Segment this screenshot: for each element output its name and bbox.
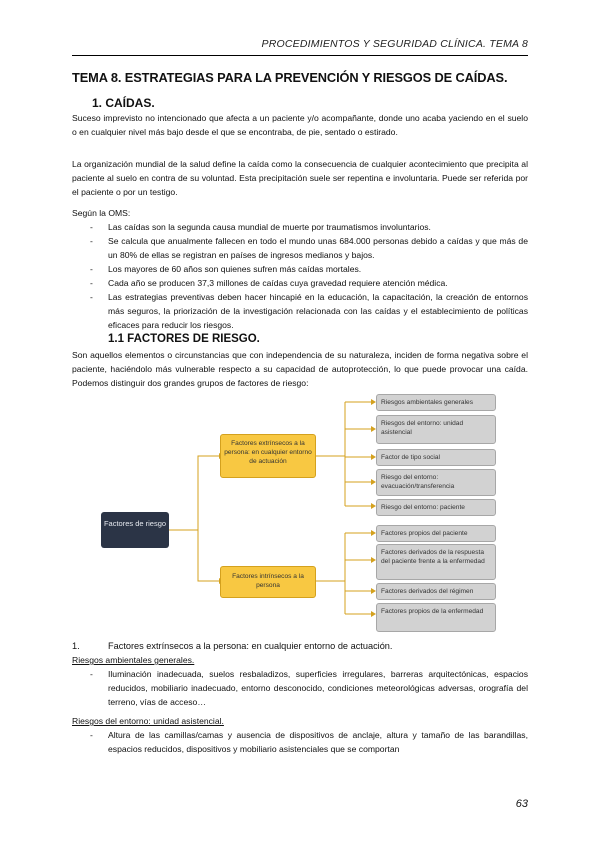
list-item: - Las caídas son la segunda causa mundial de muerte por traumatismos involuntarios. bbox=[90, 220, 528, 234]
paragraph-oms-definition: La organización mundial de la salud define la caída como la consecuencia de cualquier acontecimiento que precipita al paciente al suelo en contra de su voluntad. Esta precipitación suele ser repentina e involuntaria. Puede ser referida por el paciente o por un testigo. bbox=[72, 159, 528, 197]
diagram-leaf-box: Factor de tipo social bbox=[376, 449, 496, 466]
subheading-riesgos-ambientales: Riesgos ambientales generales. bbox=[72, 655, 195, 665]
diagram-leaf-box: Riesgo del entorno: paciente bbox=[376, 499, 496, 516]
diagram-leaf-box: Riesgo del entorno: evacuación/transferencia bbox=[376, 469, 496, 496]
riesgos-entorno-list bbox=[90, 728, 528, 756]
list-item: - Cada año se producen 37,3 millones de caídas cuya gravedad requiere atención médica. bbox=[90, 276, 528, 290]
diagram-leaf-box: Factores derivados de la respuesta del paciente frente a la enfermedad bbox=[376, 544, 496, 580]
section-heading-caidas: 1. CAÍDAS. bbox=[92, 96, 155, 110]
paragraph-definition: Suceso imprevisto no intencionado que afecta a un paciente y/o acompañante, donde uno acaba yaciendo en el suelo o en cualquier nivel más bajo desde el que se encontraba, de pie, sentado o estirado. bbox=[72, 113, 528, 137]
page-number: 63 bbox=[515, 798, 528, 810]
diagram-leaf-box: Factores derivados del régimen bbox=[376, 583, 496, 600]
running-header: PROCEDIMIENTOS Y SEGURIDAD CLÍNICA. TEMA 8 bbox=[261, 38, 528, 50]
diagram-leaf-box: Riesgos ambientales generales bbox=[376, 394, 496, 411]
diagram-intrinsic-box: Factores intrínsecos a la persona bbox=[220, 566, 316, 598]
oms-label: Según la OMS: bbox=[72, 208, 131, 218]
riesgos-ambientales-list bbox=[90, 667, 528, 709]
page-title: TEMA 8. ESTRATEGIAS PARA LA PREVENCIÓN Y RIESGOS DE CAÍDAS. bbox=[72, 70, 508, 85]
list-number: 1. bbox=[72, 641, 80, 651]
list-item: - Las estrategias preventivas deben hacer hincapié en la educación, la capacitación, la creación de entornos más seguros, la priorización de la investigación relacionada con las caídas y el establecimiento de políticas eficaces para reducir los riesgos. bbox=[90, 290, 528, 332]
section-heading-factores: 1.1 FACTORES DE RIESGO. bbox=[108, 333, 260, 345]
header-divider bbox=[72, 55, 528, 56]
diagram-extrinsic-box: Factores extrínsecos a la persona: en cualquier entorno de actuación bbox=[220, 434, 316, 478]
paragraph-factores: Son aquellos elementos o circunstancias que con independencia de su naturaleza, inciden de forma negativa sobre el paciente, haciéndolo más vulnerable respecto a su capacidad de autoprotección, lo que puede provocar una caída. Podemos distinguir dos grandes grupos de factores de riesgo: bbox=[72, 350, 528, 388]
list-item: - Se calcula que anualmente fallecen en todo el mundo unas 684.000 personas debido a caídas y que más de un 80% de ellas se registran en países de ingresos medianos y bajos. bbox=[90, 234, 528, 262]
diagram-leaf-box: Factores propios del paciente bbox=[376, 525, 496, 542]
list-item: - Iluminación inadecuada, suelos resbaladizos, superficies irregulares, barreras arquitectónicas, espacios reducidos, mobiliario inadecuado, entorno desconocido, condiciones meteorológicas adversas, orografía del terreno, vías de acceso… bbox=[90, 667, 528, 709]
list-heading: Factores extrínsecos a la persona: en cualquier entorno de actuación. bbox=[108, 641, 393, 651]
list-item: - Altura de las camillas/camas y ausencia de dispositivos de anclaje, altura y tamaño de las barandillas, espacios reducidos, dispositivos y mobiliario asistenciales que se comportan bbox=[90, 728, 528, 756]
list-item: - Los mayores de 60 años son quienes sufren más caídas mortales. bbox=[90, 262, 528, 276]
diagram-leaf-box: Riesgos del entorno: unidad asistencial bbox=[376, 415, 496, 444]
diagram-root-box: Factores de riesgo bbox=[101, 512, 169, 548]
diagram-leaf-box: Factores propios de la enfermedad bbox=[376, 603, 496, 632]
oms-list bbox=[90, 220, 528, 332]
subheading-riesgos-entorno: Riesgos del entorno: unidad asistencial. bbox=[72, 716, 224, 726]
